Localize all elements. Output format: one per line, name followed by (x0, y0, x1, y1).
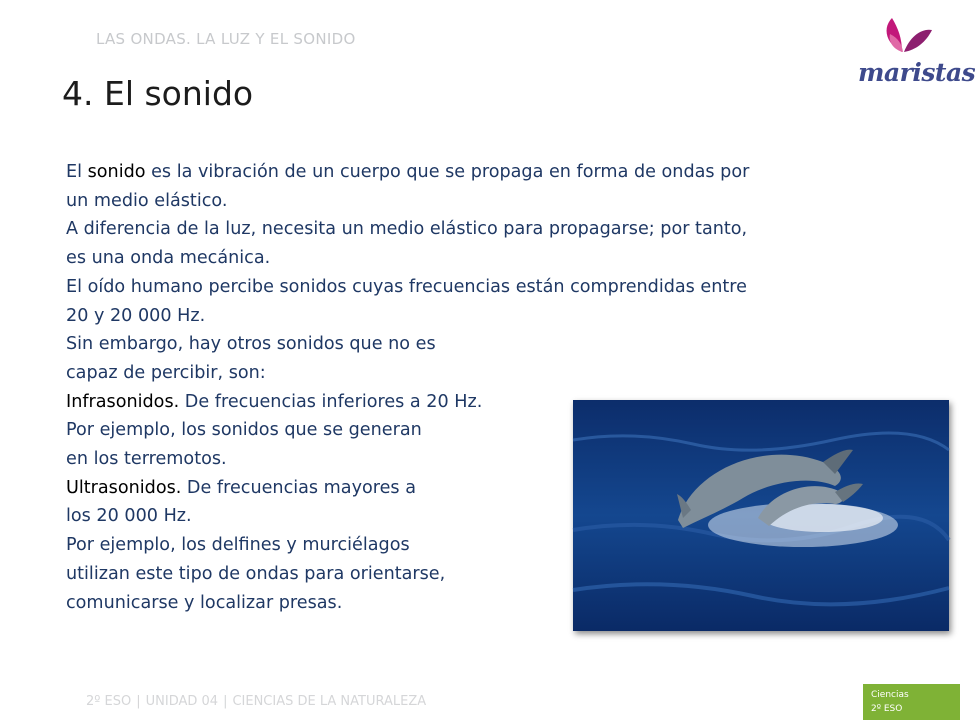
term-sonido: sonido (87, 162, 146, 182)
text-line: Por ejemplo, los sonidos que se generan (66, 420, 422, 441)
text-line: es una onda mecánica. (66, 248, 271, 269)
term-infrasonidos: Infrasonidos. (66, 391, 180, 412)
text-line: Infrasonidos. De frecuencias inferiores a 20 Hz. (66, 391, 483, 412)
text-line: Ultrasonidos. De frecuencias mayores a (66, 477, 416, 498)
unit-title: LAS ONDAS. LA LUZ Y EL SONIDO (96, 30, 356, 48)
footer-unit: UNIDAD 04 (145, 694, 219, 709)
logo-flower-icon (858, 14, 962, 64)
logo-wordmark: maristas (858, 58, 975, 87)
footer-separator: | (223, 694, 228, 709)
text-line: A diferencia de la luz, necesita un medio elástico para propagarse; por tanto, (66, 219, 748, 240)
text-line: capaz de percibir, son: (66, 362, 266, 383)
badge-subject: Ciencias (871, 690, 909, 700)
badge-course: 2º ESO (871, 704, 903, 714)
text-line: Sin embargo, hay otros sonidos que no es (66, 334, 436, 355)
text-line: utilizan este tipo de ondas para orientarse, (66, 563, 446, 584)
text-line: Por ejemplo, los delfines y murciélagos (66, 535, 410, 556)
text-line: El oído humano percibe sonidos cuyas frecuencias están comprendidas entre (66, 276, 747, 297)
page-title: 4. El sonido (62, 74, 254, 113)
text-line: 20 y 20 000 Hz. (66, 305, 206, 326)
text-line: comunicarse y localizar presas. (66, 592, 343, 613)
text-line: en los terremotos. (66, 449, 227, 470)
course-badge (863, 684, 960, 720)
footer-course: 2º ESO (86, 694, 132, 709)
text-line: El sonido es la vibración de un cuerpo que se propaga en forma de ondas por (66, 162, 750, 182)
text-line: un medio elástico. (66, 190, 228, 211)
footer-separator: | (136, 694, 141, 709)
footer (86, 694, 426, 709)
footer-subject: CIENCIAS DE LA NATURALEZA (232, 694, 427, 709)
term-ultrasonidos: Ultrasonidos. (66, 477, 182, 498)
text-line: los 20 000 Hz. (66, 506, 192, 527)
dolphins-photo (573, 400, 949, 631)
maristas-logo (858, 14, 975, 94)
